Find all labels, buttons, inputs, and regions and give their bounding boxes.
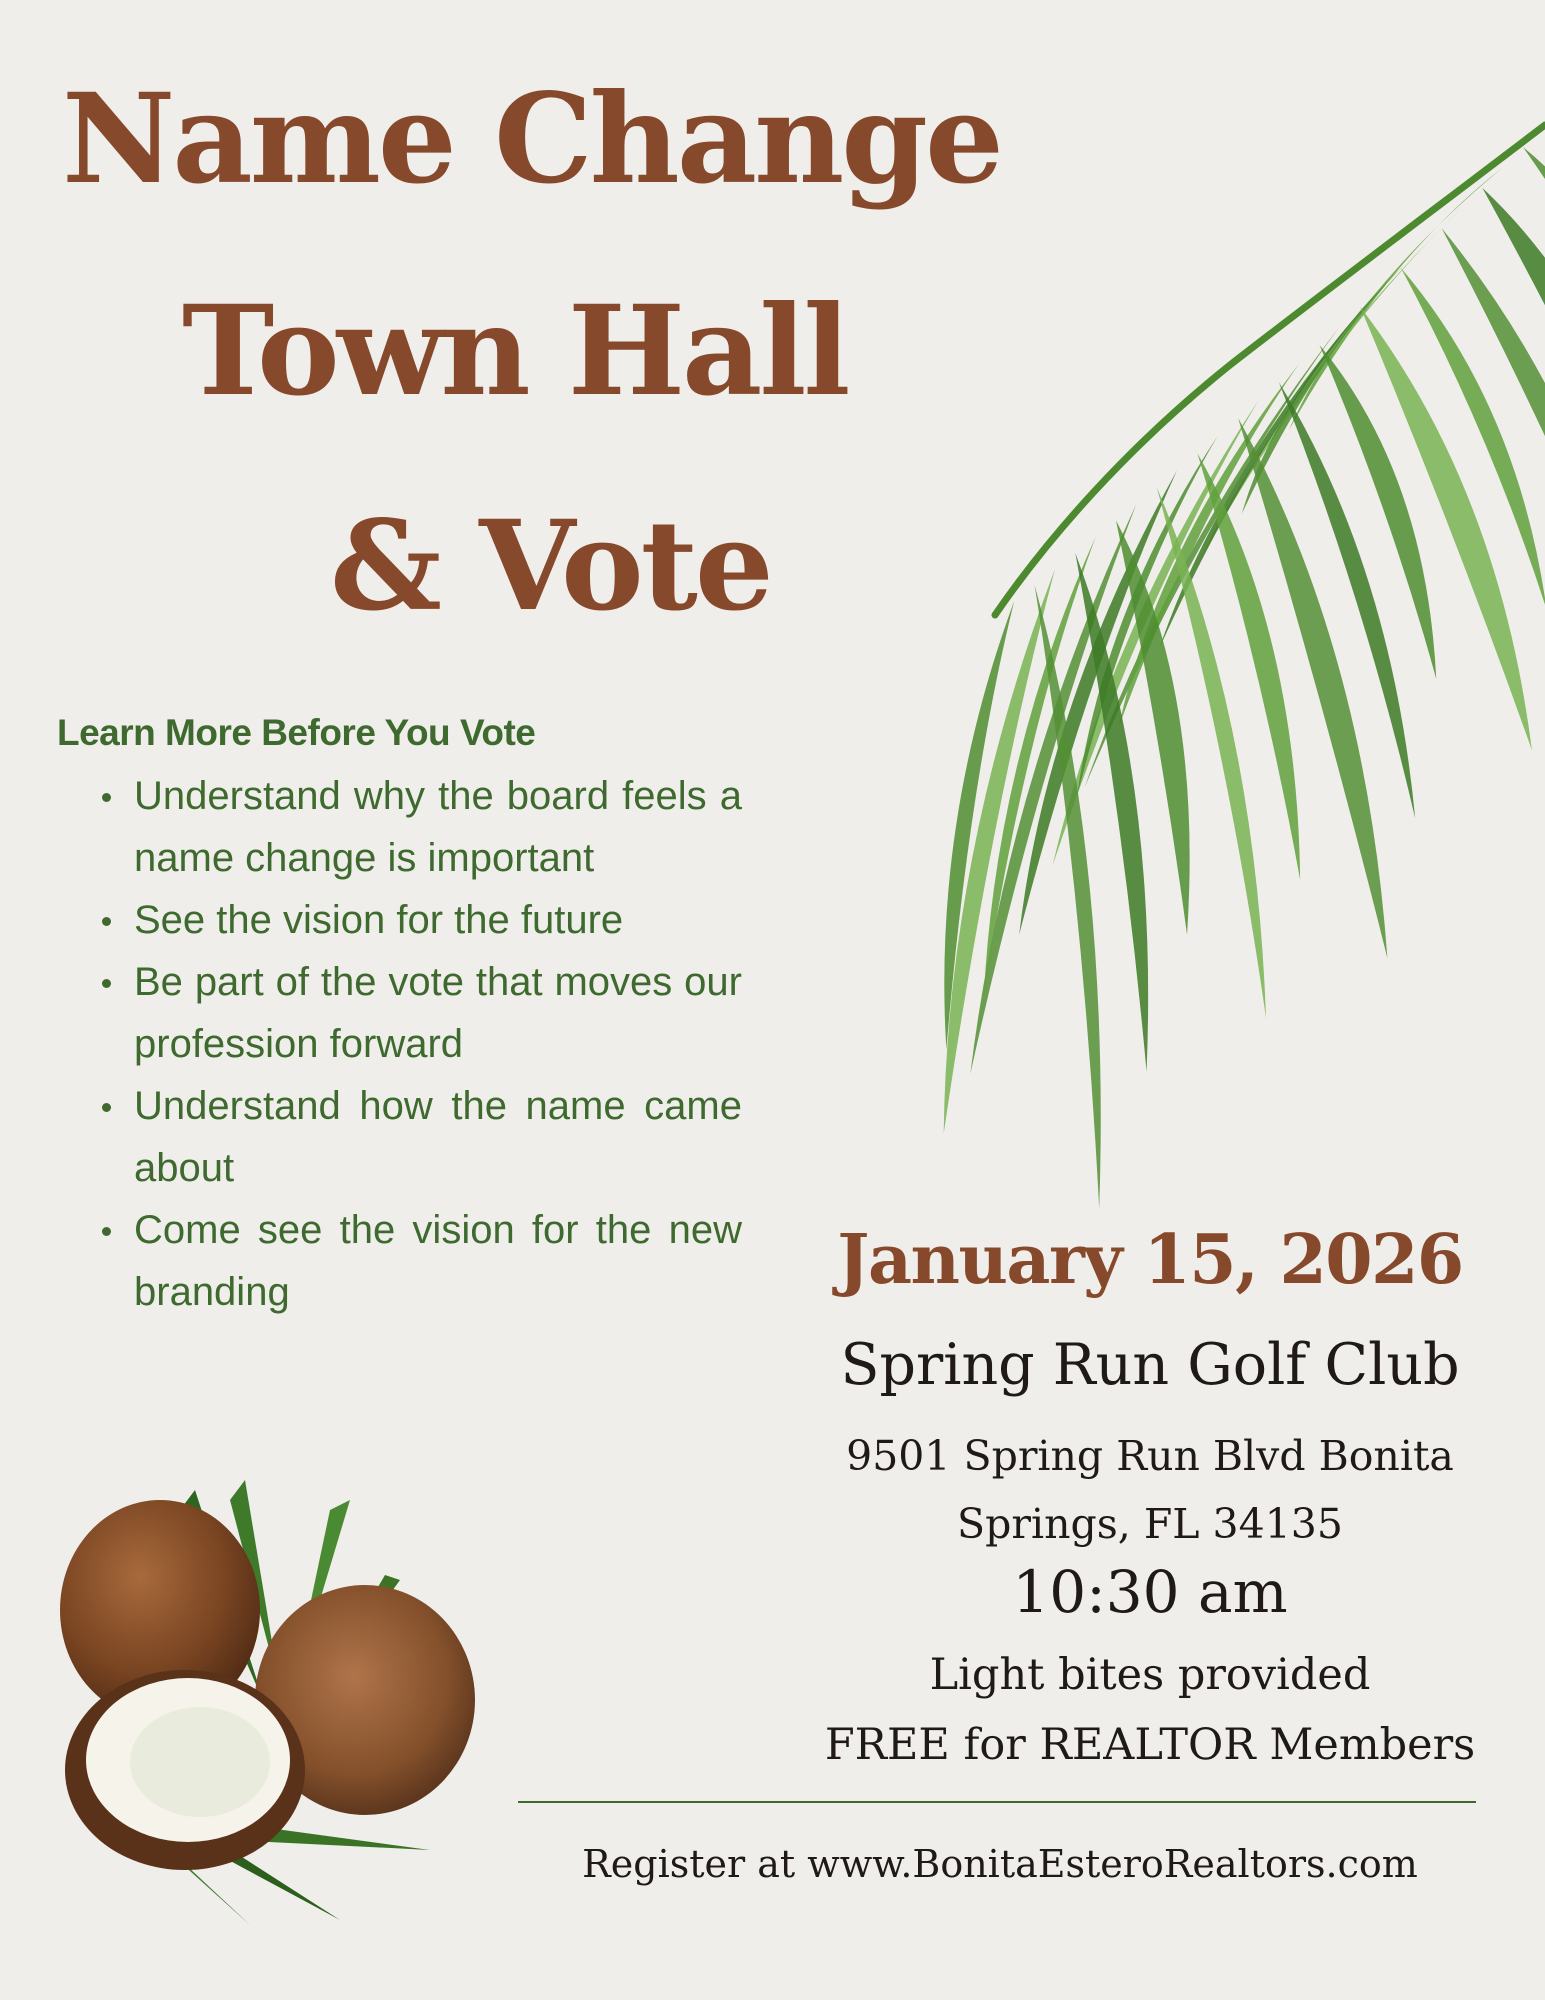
coconut-icon <box>30 1470 490 1930</box>
register-line: Register at www.BonitaEsteroRealtors.com <box>582 1842 1418 1886</box>
note-light-bites: Light bites provided <box>929 1650 1371 1700</box>
event-time: 10:30 am <box>1012 1558 1288 1626</box>
list-item: Come see the vision for the new branding <box>97 1199 742 1323</box>
note-free-members: FREE for REALTOR Members <box>824 1720 1476 1770</box>
list-item: Understand how the name came about <box>97 1075 742 1199</box>
event-venue: Spring Run Golf Club <box>840 1332 1460 1398</box>
list-item: Understand why the board feels a name change is important <box>97 765 742 889</box>
learn-more-heading: Learn More Before You Vote <box>57 712 536 753</box>
list-item: Be part of the vote that moves our profession forward <box>97 951 742 1075</box>
title-line-3: & Vote <box>330 494 771 639</box>
address-line-1: 9501 Spring Run Blvd Bonita <box>846 1432 1454 1480</box>
address-line-2: Springs, FL 34135 <box>957 1500 1343 1548</box>
event-date: January 15, 2026 <box>837 1220 1463 1300</box>
palm-leaf-icon <box>800 55 1545 1235</box>
title-line-2: Town Hall <box>182 279 848 424</box>
event-notes <box>790 1640 1510 1780</box>
divider <box>518 1801 1476 1803</box>
list-item: See the vision for the future <box>97 889 742 951</box>
event-address <box>820 1422 1480 1558</box>
title-line-1: Name Change <box>62 67 1001 212</box>
learn-more-list <box>97 765 742 1323</box>
